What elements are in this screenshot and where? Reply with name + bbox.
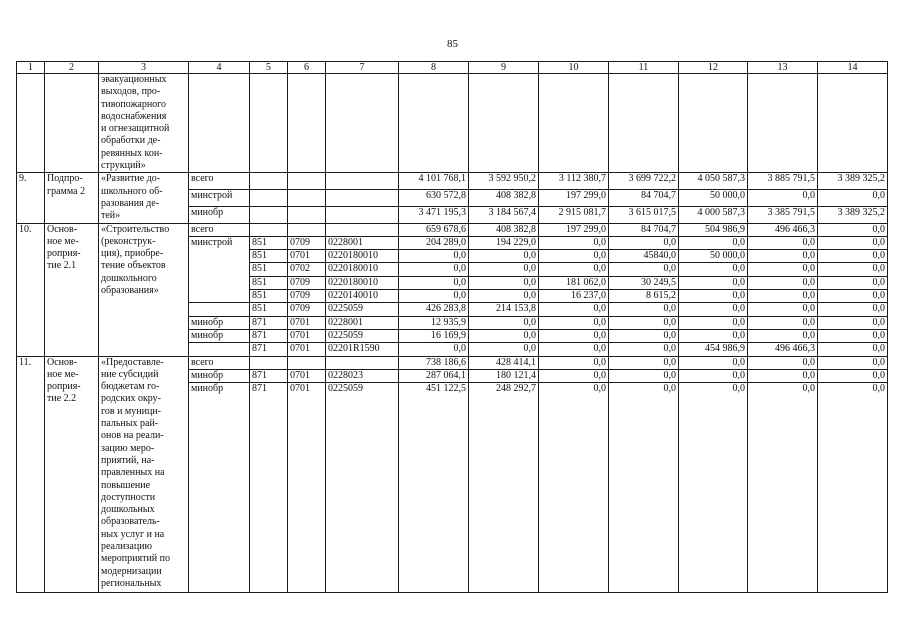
- table-row: [17, 74, 888, 173]
- text-line: образования»: [101, 285, 159, 297]
- num-cell: 9.: [17, 173, 45, 223]
- value-cell: 0,0: [679, 303, 748, 316]
- source-cell: [189, 290, 250, 303]
- header-cell: 1: [17, 62, 45, 74]
- value-cell: 0,0: [748, 329, 818, 342]
- text-line: онов на реали-: [101, 430, 164, 442]
- value-cell: 181 062,0: [539, 276, 609, 289]
- value-cell: 8 615,2: [609, 290, 679, 303]
- source-cell: [189, 263, 250, 276]
- value-cell: 0,0: [679, 263, 748, 276]
- text-line: гов и муници-: [101, 405, 161, 417]
- value-cell: 0,0: [539, 236, 609, 249]
- code-cell: 0225059: [326, 383, 399, 593]
- text-line: бюджетам го-: [101, 381, 160, 393]
- value-cell: 3 615 017,5: [609, 206, 679, 223]
- text-line: выходов, про-: [101, 86, 161, 98]
- value-cell: 0,0: [818, 383, 888, 593]
- value-cell: 0,0: [679, 316, 748, 329]
- table-body: [17, 62, 888, 593]
- code-cell: 0701: [288, 369, 326, 382]
- value-cell: 30 249,5: [609, 276, 679, 289]
- value-cell: 0,0: [748, 303, 818, 316]
- text-line: дошкольных: [101, 504, 155, 516]
- value-cell: 3 471 195,3: [399, 206, 469, 223]
- value-cell: 0,0: [748, 190, 818, 207]
- source-cell: [189, 303, 250, 316]
- code-cell: 871: [250, 383, 288, 593]
- table-row: [17, 223, 888, 236]
- value-cell: 0,0: [609, 316, 679, 329]
- text-line: Основ-: [47, 356, 78, 368]
- value-cell: 3 592 950,2: [469, 173, 539, 190]
- text-line: ное ме-: [47, 368, 79, 380]
- text-line: пальных рай-: [101, 418, 159, 430]
- source-cell: [189, 250, 250, 263]
- value-cell: 0,0: [748, 383, 818, 593]
- value-cell: 16 169,9: [399, 329, 469, 342]
- type-cell: [45, 356, 99, 593]
- value-cell: 659 678,6: [399, 223, 469, 236]
- value-cell: 0,0: [748, 250, 818, 263]
- value-cell: 0,0: [609, 343, 679, 356]
- empty-cell: [539, 74, 609, 173]
- code-cell: 0220180010: [326, 263, 399, 276]
- value-cell: 0,0: [539, 250, 609, 263]
- value-cell: 0,0: [679, 329, 748, 342]
- source-cell: всего: [189, 173, 250, 190]
- value-cell: 496 466,3: [748, 223, 818, 236]
- source-cell: минобр: [189, 206, 250, 223]
- value-cell: 4 101 768,1: [399, 173, 469, 190]
- code-cell: [250, 223, 288, 236]
- empty-cell: [818, 74, 888, 173]
- code-cell: 871: [250, 329, 288, 342]
- header-cell: 4: [189, 62, 250, 74]
- code-cell: [250, 173, 288, 190]
- value-cell: 50 000,0: [679, 250, 748, 263]
- text-line: «Предоставле-: [101, 356, 164, 368]
- value-cell: 180 121,4: [469, 369, 539, 382]
- code-cell: [250, 206, 288, 223]
- name-cell: [99, 223, 189, 356]
- type-cell: [45, 223, 99, 356]
- value-cell: 408 382,8: [469, 190, 539, 207]
- value-cell: 0,0: [818, 290, 888, 303]
- value-cell: 0,0: [539, 383, 609, 593]
- header-cell: 13: [748, 62, 818, 74]
- value-cell: 16 237,0: [539, 290, 609, 303]
- text-line: обработки де-: [101, 135, 161, 147]
- source-cell: [189, 343, 250, 356]
- value-cell: 12 935,9: [399, 316, 469, 329]
- value-cell: 0,0: [609, 329, 679, 342]
- code-cell: 0220140010: [326, 290, 399, 303]
- value-cell: 0,0: [818, 369, 888, 382]
- code-cell: 851: [250, 276, 288, 289]
- value-cell: 3 389 325,2: [818, 206, 888, 223]
- code-cell: [326, 223, 399, 236]
- source-cell: всего: [189, 223, 250, 236]
- value-cell: 0,0: [818, 190, 888, 207]
- value-cell: 0,0: [539, 316, 609, 329]
- value-cell: 197 299,0: [539, 190, 609, 207]
- value-cell: 248 292,7: [469, 383, 539, 593]
- value-cell: 0,0: [399, 263, 469, 276]
- value-cell: 738 186,6: [399, 356, 469, 369]
- text-line: приятий, на-: [101, 454, 155, 466]
- code-cell: [250, 356, 288, 369]
- header-cell: 7: [326, 62, 399, 74]
- text-line: ние субсидий: [101, 368, 159, 380]
- text-line: роприя-: [47, 381, 81, 393]
- value-cell: 3 885 791,5: [748, 173, 818, 190]
- empty-cell: [326, 74, 399, 173]
- empty-cell: [399, 74, 469, 173]
- value-cell: 0,0: [609, 303, 679, 316]
- value-cell: 0,0: [748, 263, 818, 276]
- num-cell: [17, 74, 45, 173]
- text-line: струкций»: [101, 160, 146, 172]
- header-cell: 10: [539, 62, 609, 74]
- header-cell: 3: [99, 62, 189, 74]
- type-cell: [45, 173, 99, 223]
- code-cell: 0701: [288, 329, 326, 342]
- value-cell: 454 986,9: [679, 343, 748, 356]
- value-cell: 0,0: [679, 276, 748, 289]
- text-line: родских окру-: [101, 393, 162, 405]
- value-cell: 0,0: [399, 290, 469, 303]
- value-cell: 0,0: [399, 276, 469, 289]
- value-cell: 0,0: [539, 263, 609, 276]
- source-cell: минобр: [189, 369, 250, 382]
- code-cell: 0228001: [326, 236, 399, 249]
- header-cell: 11: [609, 62, 679, 74]
- code-cell: 851: [250, 303, 288, 316]
- code-cell: 871: [250, 316, 288, 329]
- code-cell: [250, 190, 288, 207]
- text-line: правленных на: [101, 467, 165, 479]
- text-line: модернизации: [101, 565, 162, 577]
- header-cell: 8: [399, 62, 469, 74]
- code-cell: [326, 190, 399, 207]
- value-cell: 504 986,9: [679, 223, 748, 236]
- value-cell: 0,0: [469, 276, 539, 289]
- text-line: «Развитие до-: [101, 173, 161, 185]
- source-cell: минобр: [189, 383, 250, 593]
- value-cell: 0,0: [679, 236, 748, 249]
- value-cell: 0,0: [679, 369, 748, 382]
- value-cell: 0,0: [818, 343, 888, 356]
- text-line: грамма 2: [47, 185, 86, 197]
- value-cell: 287 064,1: [399, 369, 469, 382]
- code-cell: 0709: [288, 290, 326, 303]
- text-line: ревянных кон-: [101, 147, 163, 159]
- code-cell: [288, 173, 326, 190]
- code-cell: 02201R1590: [326, 343, 399, 356]
- value-cell: 3 385 791,5: [748, 206, 818, 223]
- code-cell: [288, 356, 326, 369]
- value-cell: 45840,0: [609, 250, 679, 263]
- header-cell: 5: [250, 62, 288, 74]
- value-cell: 3 699 722,2: [609, 173, 679, 190]
- value-cell: 0,0: [539, 303, 609, 316]
- header-cell: 6: [288, 62, 326, 74]
- source-cell: минобр: [189, 329, 250, 342]
- name-cell: [99, 356, 189, 593]
- text-line: тей»: [101, 210, 121, 222]
- value-cell: 0,0: [818, 356, 888, 369]
- empty-cell: [189, 74, 250, 173]
- value-cell: 0,0: [469, 250, 539, 263]
- value-cell: 4 050 587,3: [679, 173, 748, 190]
- value-cell: 0,0: [539, 356, 609, 369]
- value-cell: 0,0: [469, 316, 539, 329]
- source-cell: [189, 276, 250, 289]
- value-cell: 0,0: [748, 316, 818, 329]
- header-cell: 9: [469, 62, 539, 74]
- text-line: тие 2.2: [47, 393, 77, 405]
- value-cell: 0,0: [539, 369, 609, 382]
- code-cell: 0225059: [326, 329, 399, 342]
- value-cell: 426 283,8: [399, 303, 469, 316]
- code-cell: [288, 223, 326, 236]
- text-line: «Строительство: [101, 223, 170, 235]
- text-line: и огнезащитной: [101, 123, 170, 135]
- code-cell: [326, 356, 399, 369]
- code-cell: 851: [250, 263, 288, 276]
- empty-cell: [679, 74, 748, 173]
- code-cell: 0228023: [326, 369, 399, 382]
- table-row: [17, 173, 888, 190]
- code-cell: 851: [250, 236, 288, 249]
- text-line: Основ-: [47, 223, 78, 235]
- text-line: реализацию: [101, 540, 152, 552]
- text-line: повышение: [101, 479, 151, 491]
- code-cell: [288, 206, 326, 223]
- value-cell: 0,0: [609, 236, 679, 249]
- value-cell: 0,0: [609, 369, 679, 382]
- value-cell: 0,0: [818, 223, 888, 236]
- value-cell: 84 704,7: [609, 223, 679, 236]
- value-cell: 3 112 380,7: [539, 173, 609, 190]
- header-row: [17, 62, 888, 74]
- code-cell: 0709: [288, 276, 326, 289]
- value-cell: 0,0: [818, 250, 888, 263]
- value-cell: 2 915 081,7: [539, 206, 609, 223]
- code-cell: 871: [250, 369, 288, 382]
- text-line: региональных: [101, 577, 162, 589]
- value-cell: 0,0: [818, 236, 888, 249]
- text-line: мероприятий по: [101, 553, 170, 565]
- empty-cell: [250, 74, 288, 173]
- name-cell: [99, 173, 189, 223]
- value-cell: 0,0: [469, 290, 539, 303]
- header-cell: 12: [679, 62, 748, 74]
- text-line: дошкольного: [101, 272, 157, 284]
- code-cell: 0709: [288, 236, 326, 249]
- source-cell: минстрой: [189, 190, 250, 207]
- code-cell: 871: [250, 343, 288, 356]
- text-line: тие 2.1: [47, 260, 77, 272]
- value-cell: 0,0: [748, 276, 818, 289]
- text-line: тивопожарного: [101, 98, 167, 110]
- value-cell: 0,0: [748, 369, 818, 382]
- value-cell: 428 414,1: [469, 356, 539, 369]
- header-cell: 14: [818, 62, 888, 74]
- source-cell: минобр: [189, 316, 250, 329]
- num-cell: 11.: [17, 356, 45, 593]
- value-cell: 0,0: [818, 329, 888, 342]
- value-cell: 3 389 325,2: [818, 173, 888, 190]
- text-line: тение объектов: [101, 260, 166, 272]
- code-cell: [288, 190, 326, 207]
- value-cell: 0,0: [469, 263, 539, 276]
- value-cell: 214 153,8: [469, 303, 539, 316]
- text-line: (реконструк-: [101, 235, 156, 247]
- code-cell: 0709: [288, 303, 326, 316]
- code-cell: 0220180010: [326, 276, 399, 289]
- header-cell: 2: [45, 62, 99, 74]
- type-cell: [45, 74, 99, 173]
- value-cell: 0,0: [539, 329, 609, 342]
- page-number: 85: [447, 38, 458, 50]
- value-cell: 496 466,3: [748, 343, 818, 356]
- code-cell: [326, 173, 399, 190]
- code-cell: 0702: [288, 263, 326, 276]
- code-cell: 851: [250, 290, 288, 303]
- table-row: [17, 356, 888, 369]
- value-cell: 0,0: [748, 356, 818, 369]
- empty-cell: [609, 74, 679, 173]
- value-cell: 0,0: [609, 383, 679, 593]
- num-cell: 10.: [17, 223, 45, 356]
- value-cell: 0,0: [818, 276, 888, 289]
- value-cell: 0,0: [818, 263, 888, 276]
- value-cell: 84 704,7: [609, 190, 679, 207]
- value-cell: 0,0: [748, 236, 818, 249]
- code-cell: 0701: [288, 250, 326, 263]
- value-cell: 3 184 567,4: [469, 206, 539, 223]
- text-line: Подпро-: [47, 173, 83, 185]
- code-cell: 0701: [288, 383, 326, 593]
- text-line: роприя-: [47, 248, 81, 260]
- value-cell: 0,0: [679, 356, 748, 369]
- text-line: ное ме-: [47, 235, 79, 247]
- value-cell: 4 000 587,3: [679, 206, 748, 223]
- value-cell: 0,0: [679, 290, 748, 303]
- value-cell: 0,0: [748, 290, 818, 303]
- value-cell: 0,0: [679, 383, 748, 593]
- text-line: зацию меро-: [101, 442, 155, 454]
- text-line: ных услуг и на: [101, 528, 165, 540]
- value-cell: 0,0: [399, 343, 469, 356]
- code-cell: 0225059: [326, 303, 399, 316]
- text-line: эвакуационных: [101, 74, 167, 85]
- value-cell: 0,0: [539, 343, 609, 356]
- value-cell: 0,0: [609, 263, 679, 276]
- value-cell: 0,0: [399, 250, 469, 263]
- text-line: доступности: [101, 491, 156, 503]
- value-cell: 451 122,5: [399, 383, 469, 593]
- source-cell: всего: [189, 356, 250, 369]
- value-cell: 194 229,0: [469, 236, 539, 249]
- value-cell: 0,0: [469, 329, 539, 342]
- empty-cell: [469, 74, 539, 173]
- code-cell: 0220180010: [326, 250, 399, 263]
- value-cell: 0,0: [609, 356, 679, 369]
- code-cell: 0228001: [326, 316, 399, 329]
- value-cell: 204 289,0: [399, 236, 469, 249]
- name-cell: [99, 74, 189, 173]
- empty-cell: [748, 74, 818, 173]
- value-cell: 408 382,8: [469, 223, 539, 236]
- code-cell: 851: [250, 250, 288, 263]
- value-cell: 50 000,0: [679, 190, 748, 207]
- code-cell: 0701: [288, 343, 326, 356]
- value-cell: 630 572,8: [399, 190, 469, 207]
- code-cell: [326, 206, 399, 223]
- text-line: водоснабжения: [101, 110, 167, 122]
- text-line: школьного об-: [101, 185, 163, 197]
- source-cell: минстрой: [189, 236, 250, 249]
- empty-cell: [288, 74, 326, 173]
- value-cell: 0,0: [818, 316, 888, 329]
- text-line: разования де-: [101, 197, 160, 209]
- text-line: ция), приобре-: [101, 248, 164, 260]
- value-cell: 197 299,0: [539, 223, 609, 236]
- code-cell: 0701: [288, 316, 326, 329]
- value-cell: 0,0: [469, 343, 539, 356]
- value-cell: 0,0: [818, 303, 888, 316]
- text-line: образователь-: [101, 516, 160, 528]
- budget-table: [16, 61, 888, 593]
